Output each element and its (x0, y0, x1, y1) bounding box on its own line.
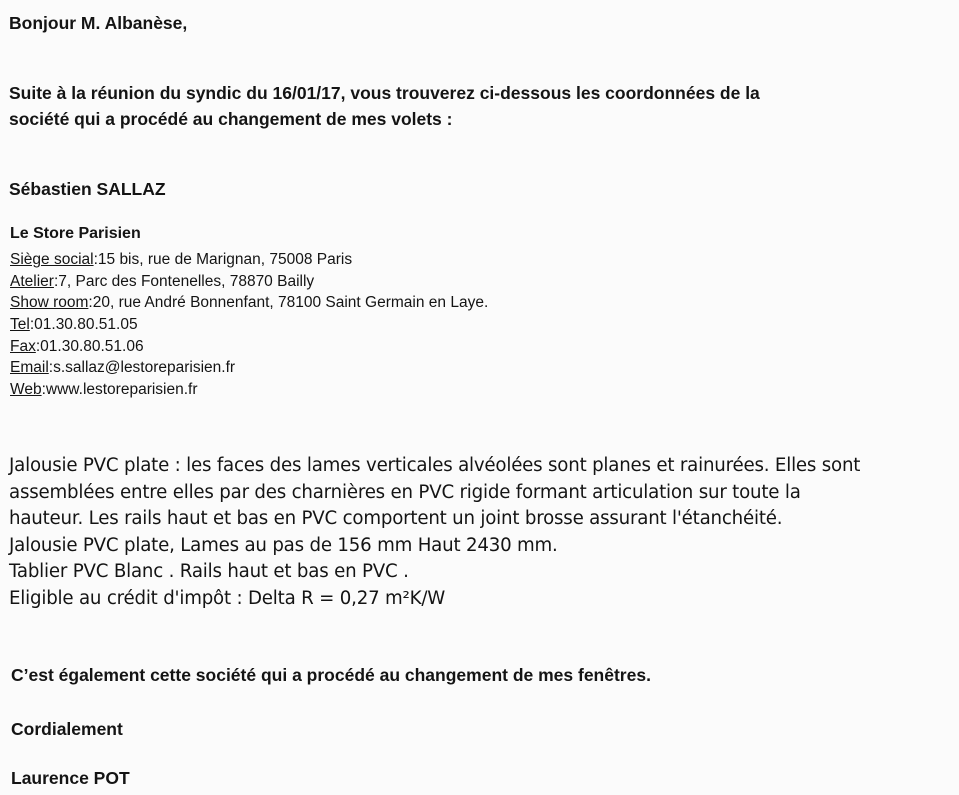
greeting: Bonjour M. Albanèse, (9, 13, 188, 33)
contact-label: Tel (10, 316, 30, 334)
contact-separator: : (48, 359, 54, 377)
contact-value: 7, Parc des Fontenelles, 78870 Bailly (58, 272, 315, 290)
product-line: Jalousie PVC plate, Lames au pas de 156 mm Haut 2430 mm. (9, 534, 558, 556)
contact-label: Show room (10, 294, 89, 312)
closing: Cordialement (11, 719, 123, 739)
contact-value: 20, rue André Bonnenfant, 78100 Saint Germain en Laye. (92, 294, 489, 312)
contact-row-tel (10, 314, 488, 336)
contact-row-email (10, 357, 488, 379)
contact-label: Atelier (10, 272, 54, 290)
contact-row-siege (10, 249, 488, 271)
contact-row-atelier (10, 271, 488, 293)
product-line: Tablier PVC Blanc . Rails haut et bas en PVC . (9, 561, 409, 582)
signature: Laurence POT (11, 768, 130, 788)
contact-label: Fax (10, 337, 36, 355)
contact-value: 15 bis, rue de Marignan, 75008 Paris (97, 251, 353, 268)
contact-separator: : (41, 381, 46, 399)
contact-separator: : (29, 316, 35, 334)
contact-row-fax (10, 336, 488, 358)
contact-separator: : (88, 294, 93, 312)
contact-separator: : (93, 251, 98, 268)
intro-line: société qui a procédé au changement de mes volets : (9, 109, 453, 129)
contact-row-showroom (10, 292, 488, 314)
contact-value: www.lestoreparisien.fr (45, 381, 198, 399)
windows-note: C’est également cette société qui a procédé au changement de mes fenêtres. (11, 665, 651, 685)
contact-label: Siège social (10, 251, 94, 268)
company-name: Le Store Parisien (10, 225, 141, 242)
product-line: Jalousie PVC plate : les faces des lames verticales alvéolées sont planes et rainurées. Elles sont (9, 455, 861, 476)
contact-value: 01.30.80.51.06 (40, 337, 144, 355)
sender-name: Sébastien SALLAZ (9, 179, 166, 199)
contact-value: s.sallaz@lestoreparisien.fr (53, 359, 236, 377)
intro-line: Suite à la réunion du syndic du 16/01/17, vous trouverez ci-dessous les coordonnées de la (9, 83, 760, 103)
contact-separator: : (53, 272, 59, 290)
contact-separator: : (35, 337, 41, 355)
intro-paragraph (9, 80, 760, 132)
contact-label: Web (10, 381, 42, 399)
company-block (10, 225, 488, 401)
contact-row-web (10, 379, 488, 401)
contact-label: Email (10, 359, 49, 377)
product-line: Eligible au crédit d'impôt : Delta R = 0,27 m²K/W (9, 587, 446, 609)
contact-value: 01.30.80.51.05 (34, 316, 138, 334)
product-line: assemblées entre elles par des charnières en PVC rigide formant articulation sur toute la (9, 481, 801, 503)
product-line: hauteur. Les rails haut et bas en PVC comportent un joint brosse assurant l'étanchéité. (9, 508, 783, 529)
product-description (9, 453, 860, 612)
